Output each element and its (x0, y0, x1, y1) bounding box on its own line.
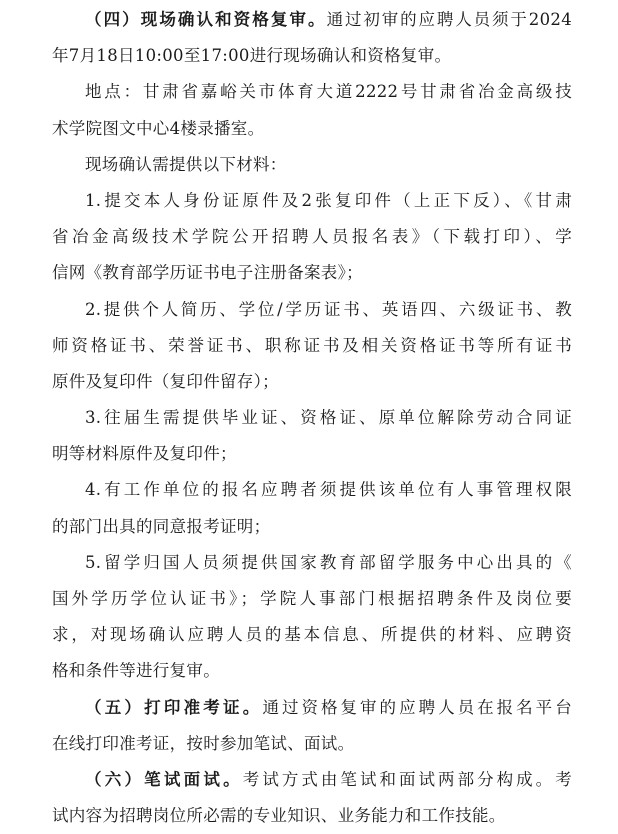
section4-heading: （四）现场确认和资格复审。 (85, 10, 327, 29)
item5-line4: 格和条件等进行复审。 (52, 661, 220, 681)
section6-line1 (52, 762, 572, 798)
section4-line2: 年7月18日10:00至17:00进行现场确认和资格复审。 (52, 46, 452, 66)
section5-heading: （五）打印准考证。 (85, 697, 263, 717)
item1-line3: 信网《教育部学历证书电子注册备案表》； (52, 263, 363, 283)
section6-line2: 试内容为招聘岗位所必需的专业知识、业务能力和工作技能。 (52, 806, 506, 826)
section5-line2: 在线打印准考证，按时参加笔试、面试。 (52, 733, 355, 753)
item1-line1: 1.提交本人身份证原件及2张复印件（上正下反）、《甘肃 (85, 190, 572, 210)
section4-line1 (52, 2, 572, 38)
item1-line2: 省冶金高级技术学院公开招聘人员报名表》（下载打印）、学 (52, 227, 572, 247)
item2-line3: 原件及复印件（复印件留存）； (52, 371, 279, 391)
location-line2: 术学院图文中心4楼录播室。 (52, 118, 265, 138)
section4-text1: 通过初审的应聘人员须于2024 (326, 10, 573, 29)
item2-line1: 2.提供个人简历、学位/学历证书、英语四、六级证书、教 (85, 299, 572, 319)
item5-line2: 国外学历学位认证书》；学院人事部门根据招聘条件及岗位要 (52, 589, 572, 608)
item4-line2: 的部门出具的同意报考证明； (52, 516, 271, 536)
item5-line1: 5.留学归国人员须提供国家教育部留学服务中心出具的《 (85, 552, 572, 572)
document-page (52, 2, 572, 834)
materials-intro: 现场确认需提供以下材料： (85, 154, 287, 174)
location-line1: 地点：甘肃省嘉峪关市体育大道2222号甘肃省冶金高级技 (85, 82, 572, 102)
item2-line2: 师资格证书、荣誉证书、职称证书及相关资格证书等所有证书 (52, 335, 572, 355)
item4-line1: 4.有工作单位的报名应聘者须提供该单位有人事管理权限 (85, 480, 572, 500)
item3-line1: 3.往届生需提供毕业证、资格证、原单位解除劳动合同证 (85, 408, 572, 428)
section5-text1: 通过资格复审的应聘人员在报名平台 (262, 697, 572, 717)
item5-line3: 求，对现场确认应聘人员的基本信息、所提供的材料、应聘资 (52, 625, 572, 645)
section6-heading: （六）笔试面试。 (85, 769, 243, 789)
section6-text1: 考试方式由笔试和面试两部分构成。考 (242, 769, 572, 789)
item3-line2: 明等材料原件及复印件； (52, 444, 237, 464)
section5-line1 (52, 690, 572, 726)
